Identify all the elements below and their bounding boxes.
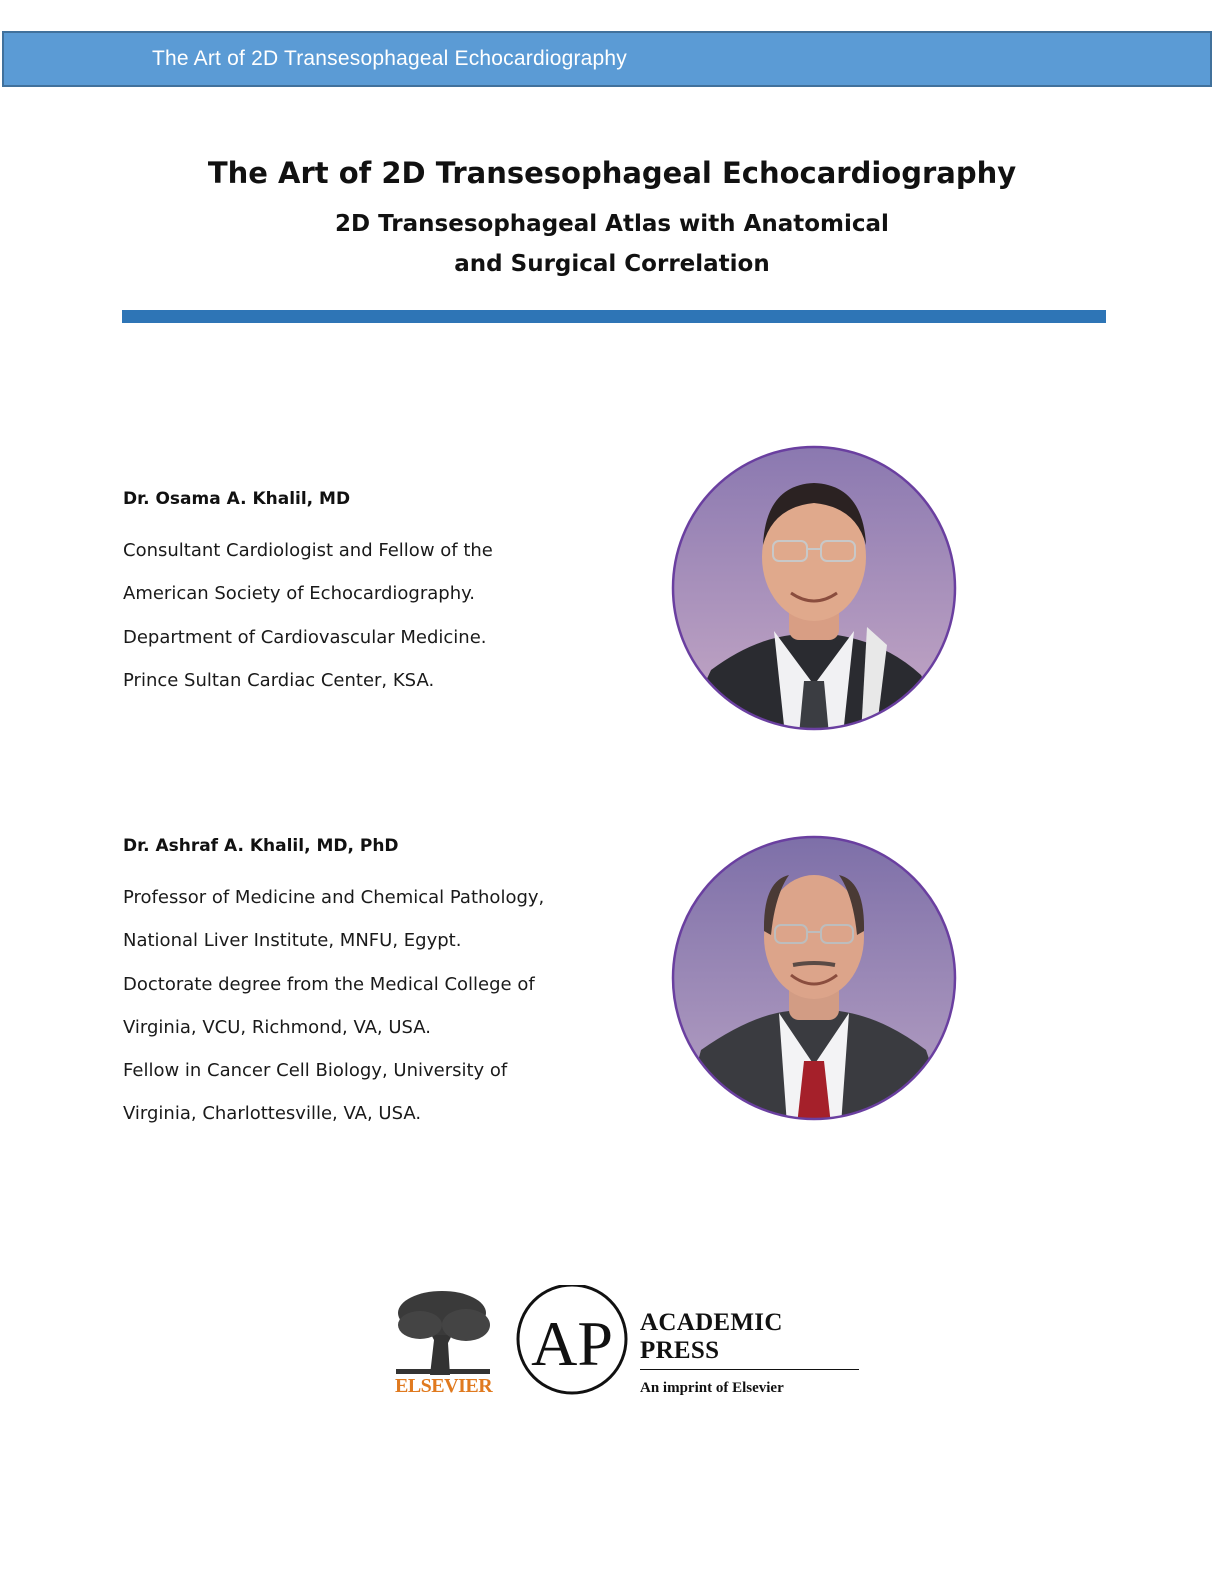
author-affiliation-line: Virginia, Charlottesville, VA, USA. bbox=[123, 1103, 422, 1125]
author-affiliation-line: National Liver Institute, MNFU, Egypt. bbox=[123, 930, 462, 952]
author-affiliation-line: Doctorate degree from the Medical College of bbox=[123, 973, 535, 995]
academic-press-text bbox=[640, 1309, 859, 1397]
academic-press-ap-icon bbox=[518, 1285, 626, 1393]
author-photo-osama bbox=[671, 445, 957, 731]
elsevier-wordmark: ELSEVIER bbox=[395, 1375, 493, 1397]
book-title: The Art of 2D Transesophageal Echocardiography bbox=[207, 156, 1017, 190]
author-name: Dr. Osama A. Khalil, MD bbox=[123, 489, 351, 509]
author-affiliation-line: Prince Sultan Cardiac Center, KSA. bbox=[123, 669, 435, 691]
book-subtitle-line-2: and Surgical Correlation bbox=[454, 251, 770, 277]
running-header-title: The Art of 2D Transesophageal Echocardiography bbox=[152, 47, 627, 70]
title-divider bbox=[122, 310, 1106, 323]
author-affiliation-line: Virginia, VCU, Richmond, VA, USA. bbox=[123, 1016, 432, 1038]
author-block-ashraf bbox=[123, 835, 663, 1136]
author-affiliation-line: Professor of Medicine and Chemical Pathology, bbox=[123, 887, 545, 908]
author-affiliation-line: American Society of Echocardiography. bbox=[123, 583, 475, 605]
ap-monogram: AP bbox=[531, 1308, 613, 1379]
elsevier-tree-icon bbox=[396, 1291, 490, 1375]
author-name: Dr. Ashraf A. Khalil, MD, PhD bbox=[123, 836, 399, 856]
academic-press-imprint: An imprint of Elsevier bbox=[640, 1380, 784, 1396]
academic-press-name: ACADEMIC PRESS bbox=[640, 1309, 859, 1370]
book-subtitle-line-1: 2D Transesophageal Atlas with Anatomical bbox=[335, 211, 889, 237]
running-header-bar bbox=[2, 31, 1212, 87]
author-affiliation-line: Fellow in Cancer Cell Biology, University of bbox=[123, 1060, 508, 1082]
author-photo-ashraf bbox=[671, 835, 957, 1121]
author-block-osama bbox=[123, 488, 663, 702]
author-affiliation-line: Department of Cardiovascular Medicine. bbox=[123, 626, 487, 648]
author-affiliation-line: Consultant Cardiologist and Fellow of the bbox=[123, 540, 493, 561]
